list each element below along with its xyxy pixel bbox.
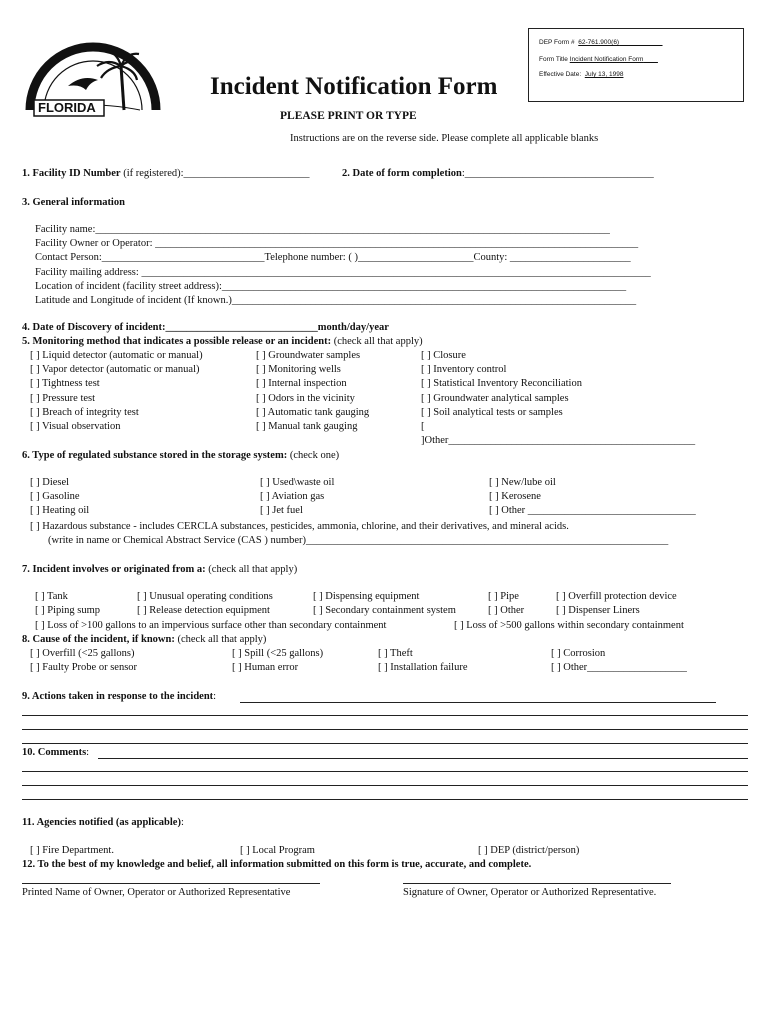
q6-column-3 bbox=[489, 476, 696, 519]
checkbox-overfill-protection[interactable]: [ ] Overfill protection device bbox=[556, 591, 677, 602]
q6-column-2 bbox=[260, 476, 334, 519]
checkbox-used-waste-oil[interactable]: [ ] Used\waste oil bbox=[260, 477, 335, 488]
q5-heading: 5. Monitoring method that indicates a possible release or an incident: (check all that apply) bbox=[22, 336, 423, 347]
checkbox-manual-tank-gauging[interactable]: [ ] Manual tank gauging bbox=[256, 421, 358, 433]
checkbox-diesel[interactable]: [ ] Diesel bbox=[30, 477, 70, 488]
page-title: Incident Notification Form bbox=[210, 73, 498, 100]
q5-column-1 bbox=[30, 349, 203, 434]
checkbox-jet-fuel[interactable]: [ ] Jet fuel bbox=[260, 505, 303, 517]
q5-column-2 bbox=[256, 349, 369, 434]
checkbox-groundwater-analytical[interactable]: [ ] Groundwater analytical samples bbox=[421, 392, 569, 404]
checkbox-secondary-containment[interactable]: [ ] Secondary containment system bbox=[313, 605, 456, 616]
checkbox-loss-100-gallons[interactable]: [ ] Loss of >100 gallons to an impervious surface other than secondary containment bbox=[35, 620, 387, 631]
checkbox-automatic-tank-gauging[interactable]: [ ] Automatic tank gauging bbox=[256, 406, 370, 418]
printed-name-label: Printed Name of Owner, Operator or Authorized Representative bbox=[22, 887, 291, 898]
q1-facility-id: 1. Facility ID Number (if registered):________________________ bbox=[22, 168, 310, 179]
checkbox-release-detection[interactable]: [ ] Release detection equipment bbox=[137, 605, 270, 616]
dep-effective-date: Effective Date: July 13, 1998 bbox=[539, 71, 624, 78]
q10-answer-line-4[interactable] bbox=[22, 799, 748, 800]
facility-owner-field[interactable]: Facility Owner or Operator: ____________________________________________________________________________________________ bbox=[35, 238, 639, 250]
checkbox-spill[interactable]: [ ] Spill (<25 gallons) bbox=[232, 648, 324, 659]
checkbox-gasoline[interactable]: [ ] Gasoline bbox=[30, 491, 80, 503]
checkbox-odors-vicinity[interactable]: [ ] Odors in the vicinity bbox=[256, 392, 355, 404]
page-subtitle: PLEASE PRINT OR TYPE bbox=[280, 110, 417, 122]
checkbox-breach-integrity[interactable]: [ ] Breach of integrity test bbox=[30, 406, 139, 418]
checkbox-installation-failure[interactable]: [ ] Installation failure bbox=[378, 662, 468, 673]
checkbox-inventory-control[interactable]: [ ] Inventory control bbox=[421, 364, 507, 376]
checkbox-other-open[interactable]: [ bbox=[421, 421, 425, 433]
checkbox-dep-district[interactable]: [ ] DEP (district/person) bbox=[478, 845, 580, 856]
q10-answer-line-2[interactable] bbox=[22, 771, 748, 772]
q9-heading: 9. Actions taken in response to the incident: bbox=[22, 691, 217, 702]
signature-label: Signature of Owner, Operator or Authorized Representative. bbox=[403, 887, 657, 898]
checkbox-aviation-gas[interactable]: [ ] Aviation gas bbox=[260, 491, 325, 503]
checkbox-liquid-detector[interactable]: [ ] Liquid detector (automatic or manual) bbox=[30, 350, 203, 361]
dep-form-title: Form Title Incident Notification Form____ bbox=[539, 56, 658, 63]
checkbox-hazardous-substance[interactable]: [ ] Hazardous substance - includes CERCLA substances, pesticides, ammonia, chlorine, and their derivatives, and mineral acids. bbox=[30, 521, 569, 532]
q9-answer-line-4[interactable] bbox=[22, 743, 748, 744]
facility-name-field[interactable]: Facility name:__________________________________________________________________________________________________ bbox=[35, 224, 610, 235]
q6-heading: 6. Type of regulated substance stored in the storage system: (check one) bbox=[22, 450, 340, 461]
checkbox-new-lube-oil[interactable]: [ ] New/lube oil bbox=[489, 477, 556, 488]
q9-answer-line-2[interactable] bbox=[22, 715, 748, 716]
incident-location-field[interactable]: Location of incident (facility street address):_____________________________________________________________________________ bbox=[35, 280, 627, 292]
checkbox-origin-other[interactable]: [ ] Other bbox=[488, 605, 525, 616]
cas-number-field[interactable]: (write in name or Chemical Abstract Service (CAS ) number)_____________________________________________________________________ bbox=[48, 535, 669, 546]
dep-form-number: DEP Form # 62-761.900(6)____________ bbox=[539, 39, 663, 46]
q3-general-information-fields bbox=[35, 223, 720, 308]
checkbox-closure[interactable]: [ ] Closure bbox=[421, 350, 466, 361]
checkbox-overfill[interactable]: [ ] Overfill (<25 gallons) bbox=[30, 648, 135, 659]
instructions-text: Instructions are on the reverse side. Please complete all applicable blanks bbox=[290, 133, 599, 144]
q8-heading: 8. Cause of the incident, if known: (check all that apply) bbox=[22, 634, 267, 645]
q5-column-3 bbox=[421, 349, 711, 448]
q4-date-discovery[interactable]: 4. Date of Discovery of incident:_____________________________month/day/year bbox=[22, 322, 389, 333]
q9-answer-line-1[interactable] bbox=[240, 702, 716, 703]
q12-certification: 12. To the best of my knowledge and belief, all information submitted on this form is true, accurate, and complete. bbox=[22, 859, 532, 870]
checkbox-unusual-operating[interactable]: [ ] Unusual operating conditions bbox=[137, 591, 273, 602]
dep-form-info-box bbox=[528, 28, 744, 102]
q2-date-completion: 2. Date of form completion:____________________________________ bbox=[342, 168, 654, 179]
checkbox-local-program[interactable]: [ ] Local Program bbox=[240, 845, 315, 856]
checkbox-groundwater-samples[interactable]: [ ] Groundwater samples bbox=[256, 350, 361, 361]
q10-heading: 10. Comments: bbox=[22, 747, 90, 758]
checkbox-theft[interactable]: [ ] Theft bbox=[378, 648, 413, 659]
checkbox-substance-other[interactable]: [ ] Other ________________________________ bbox=[489, 505, 696, 517]
checkbox-loss-500-gallons[interactable]: [ ] Loss of >500 gallons within secondary containment bbox=[454, 620, 684, 631]
checkbox-human-error[interactable]: [ ] Human error bbox=[232, 662, 299, 673]
signature-line[interactable] bbox=[403, 883, 671, 884]
checkbox-fire-department[interactable]: [ ] Fire Department. bbox=[30, 845, 114, 856]
checkbox-dispenser-liners[interactable]: [ ] Dispenser Liners bbox=[556, 605, 640, 616]
checkbox-monitoring-wells[interactable]: [ ] Monitoring wells bbox=[256, 364, 341, 376]
q9-answer-line-3[interactable] bbox=[22, 729, 748, 730]
contact-person-field[interactable]: Contact Person:_______________________________Telephone number: ( )______________________County: _______________________ bbox=[35, 252, 631, 264]
lat-long-field[interactable]: Latitude and Longitude of incident (If known.)_____________________________________________________________________________ bbox=[35, 295, 637, 307]
q3-heading: 3. General information bbox=[22, 197, 125, 208]
checkbox-pressure-test[interactable]: [ ] Pressure test bbox=[30, 392, 96, 404]
checkbox-cause-other[interactable]: [ ] Other___________________ bbox=[551, 662, 687, 673]
checkbox-corrosion[interactable]: [ ] Corrosion bbox=[551, 648, 606, 659]
checkbox-tank[interactable]: [ ] Tank bbox=[35, 591, 68, 602]
checkbox-heating-oil[interactable]: [ ] Heating oil bbox=[30, 505, 90, 517]
checkbox-pipe[interactable]: [ ] Pipe bbox=[488, 591, 519, 602]
checkbox-dispensing-equipment[interactable]: [ ] Dispensing equipment bbox=[313, 591, 420, 602]
checkbox-other-field[interactable]: ]Other_______________________________________________ bbox=[421, 435, 696, 447]
printed-name-line[interactable] bbox=[22, 883, 320, 884]
logo-state-text: FLORIDA bbox=[38, 100, 96, 115]
q10-answer-line-3[interactable] bbox=[22, 785, 748, 786]
q7-heading: 7. Incident involves or originated from a: (check all that apply) bbox=[22, 564, 298, 575]
checkbox-soil-analytical[interactable]: [ ] Soil analytical tests or samples bbox=[421, 406, 563, 418]
checkbox-internal-inspection[interactable]: [ ] Internal inspection bbox=[256, 378, 347, 390]
checkbox-visual-observation[interactable]: [ ] Visual observation bbox=[30, 421, 121, 433]
checkbox-kerosene[interactable]: [ ] Kerosene bbox=[489, 491, 541, 503]
dep-florida-logo bbox=[20, 26, 166, 122]
q6-column-1 bbox=[30, 476, 89, 519]
mailing-address-field[interactable]: Facility mailing address: _________________________________________________________________________________________________ bbox=[35, 266, 651, 278]
checkbox-sir[interactable]: [ ] Statistical Inventory Reconciliation bbox=[421, 378, 582, 390]
checkbox-piping-sump[interactable]: [ ] Piping sump bbox=[35, 605, 101, 616]
checkbox-vapor-detector[interactable]: [ ] Vapor detector (automatic or manual) bbox=[30, 364, 200, 376]
q11-heading: 11. Agencies notified (as applicable): bbox=[22, 817, 184, 828]
checkbox-tightness-test[interactable]: [ ] Tightness test bbox=[30, 378, 100, 390]
q10-answer-line-1[interactable] bbox=[98, 758, 748, 759]
checkbox-faulty-probe[interactable]: [ ] Faulty Probe or sensor bbox=[30, 662, 138, 673]
